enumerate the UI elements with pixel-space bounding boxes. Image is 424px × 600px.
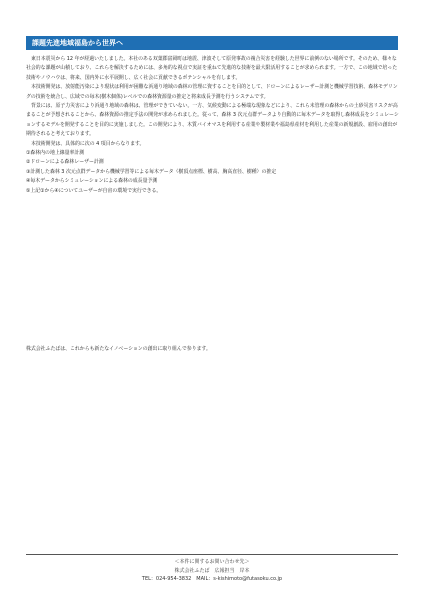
contact-company: 株式会社ふたば 広報担当 岸本 — [174, 567, 250, 574]
contact-details: TEL：024-954-3832 MAIL：s-kishimoto@futasoku.co.jp — [141, 576, 283, 583]
contact-heading: ＜本件に関するお問い合わせ先＞ — [174, 559, 250, 565]
item-list — [26, 149, 400, 196]
list-item: ⑤上記①から④についてユーザーが自宙の環境で実行できる。 — [26, 187, 162, 194]
closing-statement: 株式会社ふたばは、これからも新たなイノベーションの創出に取り組んで参ります。 — [26, 345, 211, 352]
list-item: ①森林内の地上線量率計測 — [26, 150, 85, 157]
list-item: ③計測した森林 3 次元点群データから機械学習等による毎木データ（樹頂点座標、樹高、胸高直径、樹種）の推定 — [26, 168, 277, 175]
section-title: 課題先進地域福島から世界へ — [26, 36, 398, 50]
paragraph: 本技術開発は、具体的に次の 4 項目からなります。 — [31, 140, 145, 147]
paragraph: 背景には、原子力災害により浜通り地域の森林は、管理ができていない。一方、気候変動による極端な現象などにより、これら未管理の森林からの土砂災害リスクが高まることが予想されることから、森林資源の推定手法の開発が求められました。従って、森林 3 次元点群データより自動的に毎木データを取得し森林成長をシミュレーションするモデルを開発することを目的に実施しました。この開発により、木質バイオマスを利用する産業や製材業や福島県産材を利用した産業の新規創設、雇用の創出が期待されると考えております。 — [26, 103, 399, 138]
contact-block — [26, 554, 398, 584]
paragraph: 東日本震災から 12 年が経過いたしました。本社のある双葉郡富岡町は地震、津波そして原発事故の複合災害を経験した世界に前例のない場所です。そのため、様々な社会的な課題が山積しており、これらを解決するためには、多角的な視点で実証を重ねて先進的な技術を最大限活用することが求められます。一方で、この地域で培った技術やノウハウは、将来、国内外に水平展開し、広く社会に貢献できるポテンシャルを有します。 — [26, 56, 398, 81]
paragraph: 本技術開発は、放射能汚染により現状は利用が困難な浜通り地域の森林の管理に資することを目的として、ドローンによるレーザー計測と機械学習技術、森林モデリングの技術を統合し、広域での毎木(樹木個体)レベルでの森林資源量の推定と将来成長予測を行うシステムです。 — [26, 84, 398, 100]
list-item: ②ドローンによる森林レーザー計測 — [26, 159, 104, 166]
body-text — [26, 55, 400, 196]
list-item: ④毎木データからシミュレーションによる森林の成長量予測 — [26, 178, 158, 185]
